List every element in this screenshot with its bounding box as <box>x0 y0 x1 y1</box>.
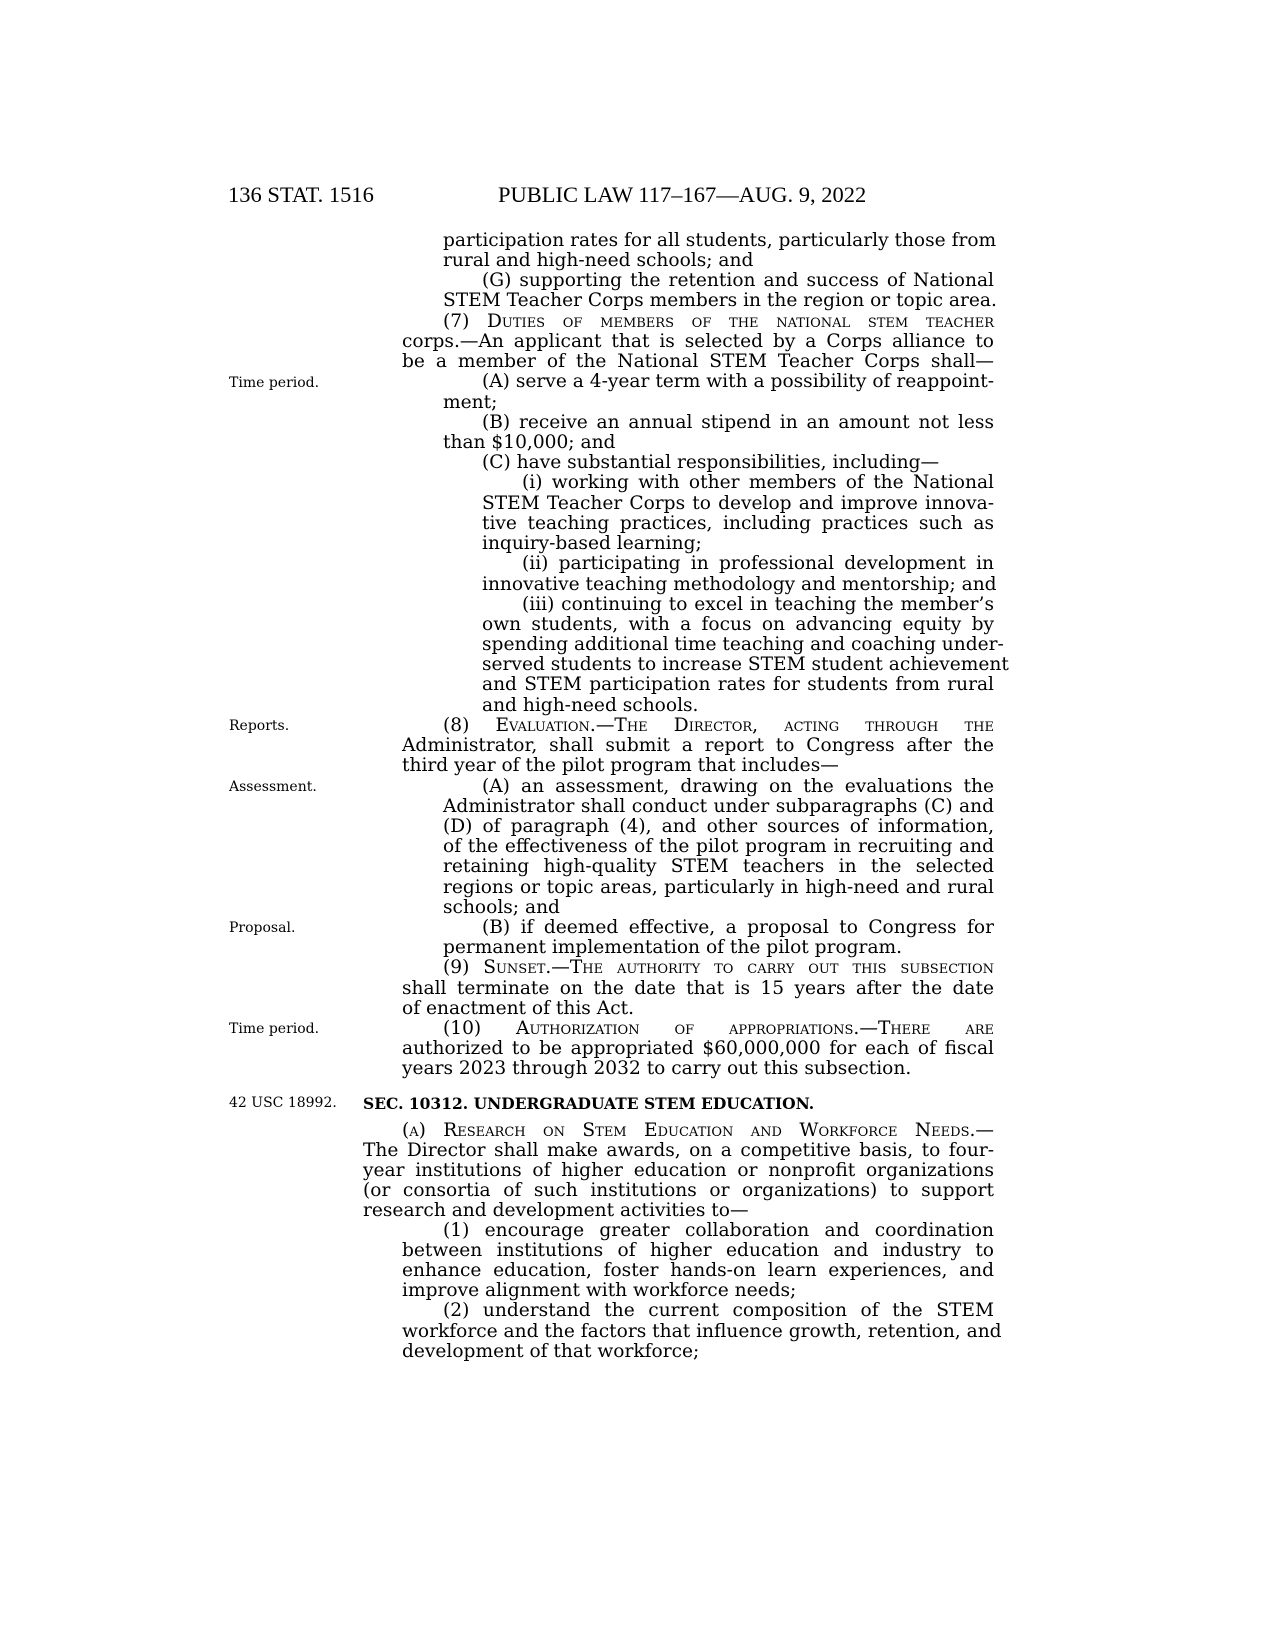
text-line: Administrator, shall submit a report to Congress after the <box>402 735 994 756</box>
text-line: years 2023 through 2032 to carry out this subsection. <box>402 1058 912 1079</box>
text-line: development of that workforce; <box>402 1341 700 1362</box>
text-line: (D) of paragraph (4), and other sources of information, <box>443 816 994 837</box>
text-line: (i) working with other members of the National <box>522 472 994 493</box>
text-line: (1) encourage greater collaboration and coordination <box>443 1220 994 1241</box>
text-line: of enactment of this Act. <box>402 998 634 1019</box>
margin-note: Time period. <box>229 375 320 391</box>
text-line: (9) Sunset.—The authority to carry out this subsection <box>443 957 994 978</box>
text-line: year institutions of higher education or nonprofit organizations <box>363 1160 994 1181</box>
text-line: served students to increase STEM student achievement <box>482 654 1009 675</box>
margin-note: Assessment. <box>229 779 317 795</box>
text-line: (A) serve a 4-year term with a possibility of reappoint- <box>482 371 994 392</box>
running-header: PUBLIC LAW 117–167—AUG. 9, 2022 <box>498 182 867 207</box>
text-line: and high-need schools. <box>482 695 699 716</box>
text-line: of the effectiveness of the pilot program in recruiting and <box>443 836 994 857</box>
text-line: shall terminate on the date that is 15 years after the date <box>402 978 994 999</box>
text-line: (ii) participating in professional development in <box>522 553 994 574</box>
text-line: spending additional time teaching and coaching under- <box>482 634 1004 655</box>
text-line: innovative teaching methodology and mentorship; and <box>482 574 997 595</box>
text-line: (B) receive an annual stipend in an amount not less <box>482 412 994 433</box>
text-line: retaining high-quality STEM teachers in the selected <box>443 856 994 877</box>
text-line: workforce and the factors that influence growth, retention, and <box>402 1321 1002 1342</box>
text-line: (C) have substantial responsibilities, including— <box>482 452 940 473</box>
text-line: (A) an assessment, drawing on the evaluations the <box>482 776 994 797</box>
margin-note: Reports. <box>229 718 290 734</box>
text-line: and STEM participation rates for students from rural <box>482 674 994 695</box>
text-line: authorized to be appropriated $60,000,000 for each of fiscal <box>402 1038 994 1059</box>
text-line: (a) Research on Stem Education and Workforce Needs.— <box>402 1120 994 1141</box>
text-line: regions or topic areas, particularly in high-need and rural <box>443 877 994 898</box>
text-line: schools; and <box>443 897 560 918</box>
text-line: ment; <box>443 392 498 413</box>
text-line: (10) Authorization of appropriations.—There are <box>443 1018 994 1039</box>
text-line: between institutions of higher education and industry to <box>402 1240 994 1261</box>
text-line: (2) understand the current composition of the STEM <box>443 1300 994 1321</box>
text-line: (7) Duties of members of the national stem teacher <box>443 311 994 332</box>
text-line: be a member of the National STEM Teacher Corps shall— <box>402 351 994 372</box>
text-line: rural and high-need schools; and <box>443 250 754 271</box>
text-line: permanent implementation of the pilot program. <box>443 937 903 958</box>
text-line: STEM Teacher Corps to develop and improve innova- <box>482 493 994 514</box>
margin-note: 42 USC 18992. <box>229 1095 337 1111</box>
text-line: (or consortia of such institutions or organizations) to support <box>363 1180 994 1201</box>
text-line: (B) if deemed effective, a proposal to Congress for <box>482 917 994 938</box>
text-line: third year of the pilot program that includes— <box>402 755 839 776</box>
text-line: than $10,000; and <box>443 432 616 453</box>
text-line: participation rates for all students, particularly those from <box>443 230 997 251</box>
margin-note: Time period. <box>229 1021 320 1037</box>
text-line: research and development activities to— <box>363 1200 749 1221</box>
text-line: Administrator shall conduct under subparagraphs (C) and <box>443 796 994 817</box>
text-line: enhance education, foster hands-on learn experiences, and <box>402 1260 994 1281</box>
text-line: The Director shall make awards, on a competitive basis, to four- <box>363 1140 994 1161</box>
text-line: inquiry-based learning; <box>482 533 702 554</box>
text-line: own students, with a focus on advancing equity by <box>482 614 994 635</box>
text-line: (8) Evaluation.—The Director, acting through the <box>443 715 994 736</box>
text-line: (iii) continuing to excel in teaching the member’s <box>522 594 994 615</box>
text-line: STEM Teacher Corps members in the region or topic area. <box>443 290 997 311</box>
text-line: corps.—An applicant that is selected by a Corps alliance to <box>402 331 994 352</box>
page-stat-number: 136 STAT. 1516 <box>228 182 374 207</box>
text-line: (G) supporting the retention and success of National <box>482 270 994 291</box>
section-heading: SEC. 10312. UNDERGRADUATE STEM EDUCATION. <box>363 1094 815 1113</box>
text-line: improve alignment with workforce needs; <box>402 1280 797 1301</box>
text-line: tive teaching practices, including practices such as <box>482 513 994 534</box>
margin-note: Proposal. <box>229 920 296 936</box>
